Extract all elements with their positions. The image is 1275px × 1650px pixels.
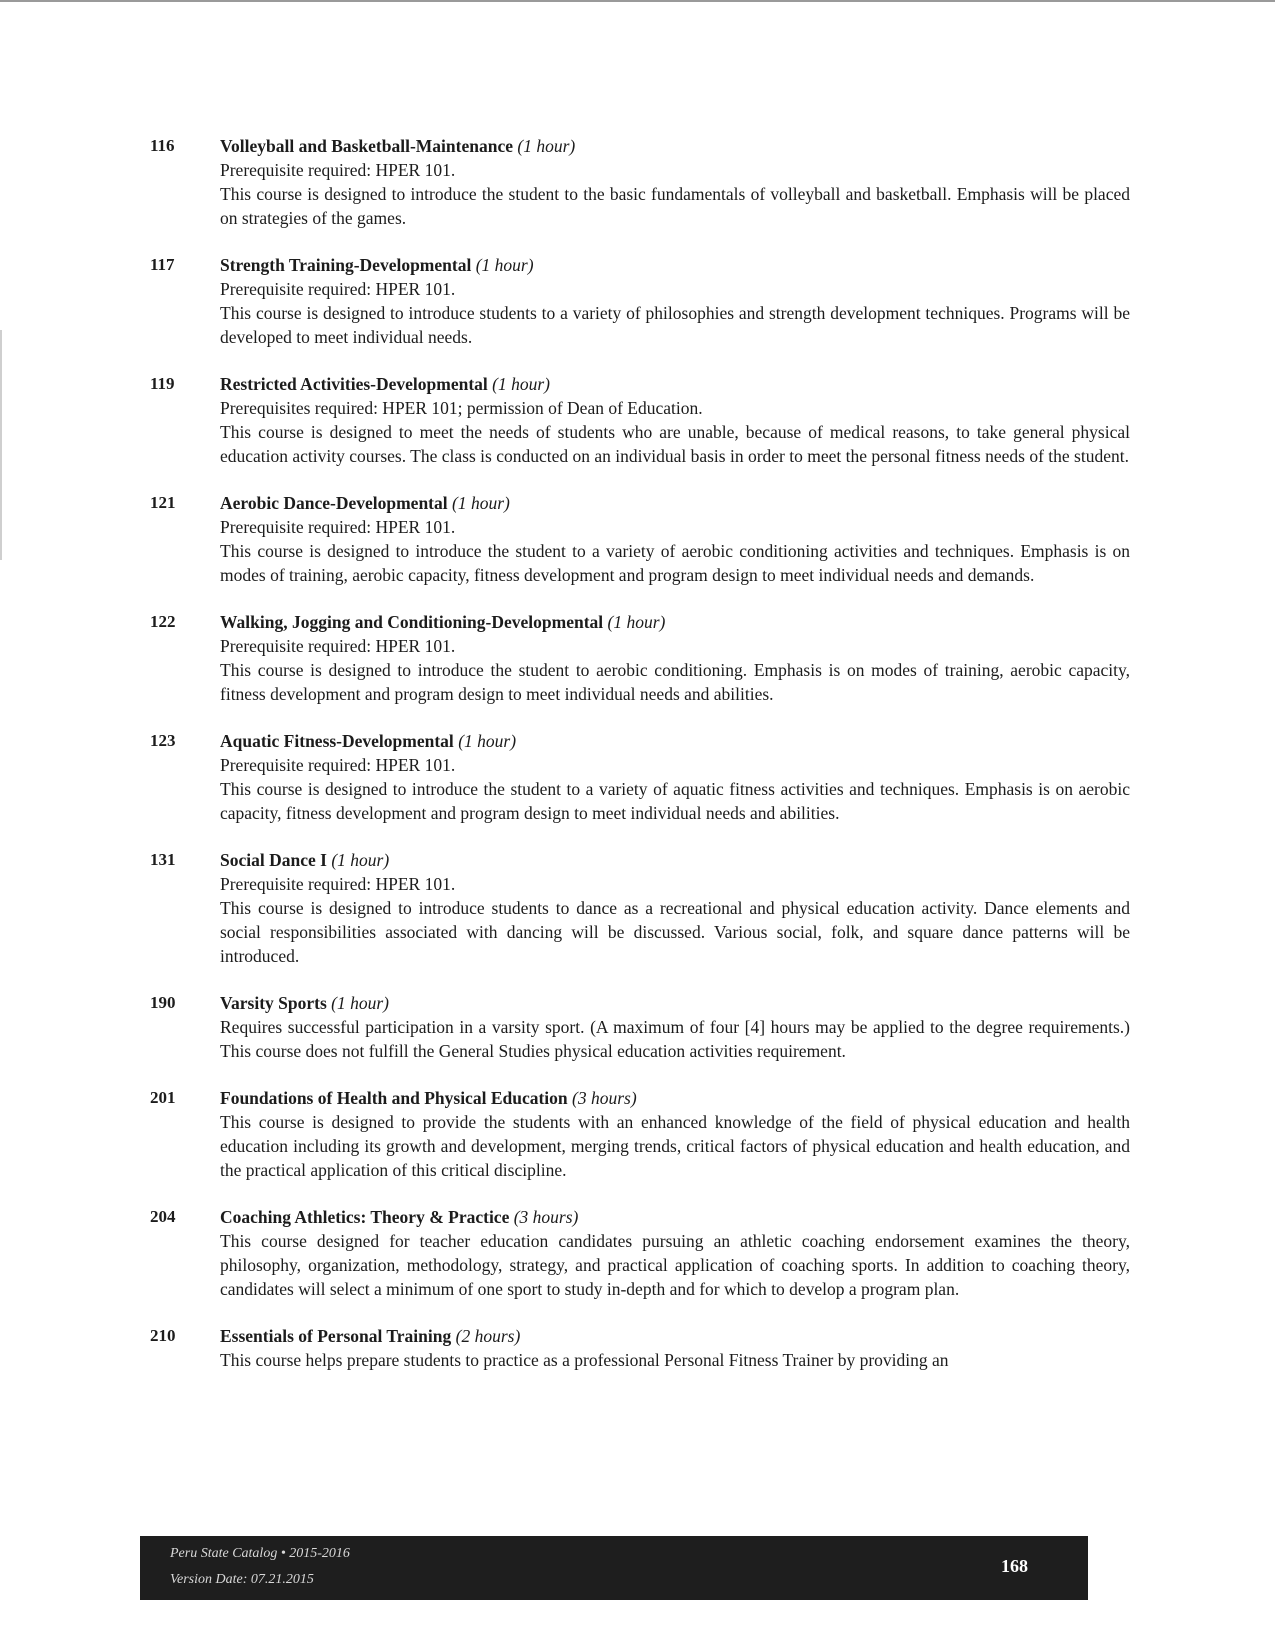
page-footer: [140, 1536, 1088, 1600]
course-entry: [150, 729, 1130, 825]
course-description: This course designed for teacher education candidates pursuing an athletic coaching endorsement examines the theory, philosophy, organization, methodology, strategy, and practical application of coaching sports. In addition to coaching theory, candidates will select a minimum of one sport to study in-depth and for which to develop a program plan.: [220, 1231, 1130, 1299]
course-credit-hours: (1 hour): [517, 136, 576, 156]
course-prerequisite: Prerequisites required: HPER 101; permission of Dean of Education.: [220, 398, 703, 418]
course-title: Aquatic Fitness-Developmental: [220, 731, 454, 751]
course-details: [220, 729, 1130, 825]
footer-version-date: Version Date: 07.21.2015: [170, 1572, 314, 1587]
course-credit-hours: (3 hours): [572, 1088, 637, 1108]
course-heading: [220, 729, 1130, 753]
course-description: This course is designed to introduce students to dance as a recreational and physical education activity. Dance elements and social responsibilities associated with dancing will be discussed. Various social, folk, and square dance patterns will be introduced.: [220, 898, 1130, 966]
course-details: [220, 1086, 1130, 1182]
course-description: This course is designed to introduce the student to a variety of aquatic fitness activities and techniques. Emphasis is on aerobic capacity, fitness development and program design to meet individual needs and abilities.: [220, 779, 1130, 823]
course-description: This course is designed to introduce the student to aerobic conditioning. Emphasis is on modes of training, aerobic capacity, fitness development and program design to meet individual needs and abilities.: [220, 660, 1130, 704]
course-details: [220, 848, 1130, 968]
course-heading: [220, 1205, 1130, 1229]
course-description: This course helps prepare students to practice as a professional Personal Fitness Trainer by providing an: [220, 1350, 949, 1370]
course-title: Essentials of Personal Training: [220, 1326, 452, 1346]
course-title: Restricted Activities-Developmental: [220, 374, 488, 394]
course-entry: [150, 253, 1130, 349]
course-credit-hours: (1 hour): [475, 255, 534, 275]
footer-catalog-title: Peru State Catalog • 2015-2016: [170, 1546, 350, 1561]
course-heading: [220, 372, 1130, 396]
course-number: 116: [150, 136, 175, 155]
course-description: This course is designed to introduce students to a variety of philosophies and strength development techniques. Programs will be developed to meet individual needs.: [220, 303, 1130, 347]
course-details: [220, 1324, 1130, 1372]
course-description: This course is designed to introduce the student to the basic fundamentals of volleyball and basketball. Emphasis will be placed on strategies of the games.: [220, 184, 1130, 228]
course-heading: [220, 1086, 1130, 1110]
course-description: Requires successful participation in a varsity sport. (A maximum of four [4] hours may be applied to the degree requirements.) This course does not fulfill the General Studies physical education activities requirement.: [220, 1017, 1130, 1061]
course-heading: [220, 1324, 1130, 1348]
course-credit-hours: (1 hour): [331, 850, 390, 870]
course-credit-hours: (1 hour): [458, 731, 517, 751]
course-title: Foundations of Health and Physical Education: [220, 1088, 568, 1108]
course-entry: [150, 1324, 1130, 1372]
course-credit-hours: (2 hours): [455, 1326, 521, 1346]
course-title: Strength Training-Developmental: [220, 255, 472, 275]
course-details: [220, 991, 1130, 1063]
course-number: 123: [150, 731, 176, 750]
course-number: 119: [150, 374, 175, 393]
course-title: Varsity Sports: [220, 993, 327, 1013]
course-prerequisite: Prerequisite required: HPER 101.: [220, 636, 456, 656]
course-details: [220, 134, 1130, 230]
course-entry: [150, 372, 1130, 468]
course-heading: [220, 848, 1130, 872]
course-description: This course is designed to meet the needs of students who are unable, because of medical reasons, to take general physical education activity courses. The class is conducted on an individual basis in order to meet the personal fitness needs of the student.: [220, 422, 1130, 466]
course-number: 204: [150, 1207, 176, 1226]
course-entry: [150, 610, 1130, 706]
course-number: 122: [150, 612, 176, 631]
course-prerequisite: Prerequisite required: HPER 101.: [220, 874, 456, 894]
course-credit-hours: (1 hour): [452, 493, 510, 513]
course-heading: [220, 253, 1130, 277]
course-heading: [220, 134, 1130, 158]
course-credit-hours: (1 hour): [492, 374, 550, 394]
course-heading: [220, 610, 1130, 634]
course-entry: [150, 491, 1130, 587]
course-prerequisite: Prerequisite required: HPER 101.: [220, 517, 456, 537]
course-description: This course is designed to provide the students with an enhanced knowledge of the field of physical education and health education including its growth and development, merging trends, critical factors of physical education and health education, and the practical application of this critical discipline.: [220, 1112, 1130, 1180]
course-entry: [150, 134, 1130, 230]
course-entry: [150, 848, 1130, 968]
course-details: [220, 253, 1130, 349]
course-prerequisite: Prerequisite required: HPER 101.: [220, 160, 456, 180]
course-entry: [150, 991, 1130, 1063]
course-number: 131: [150, 850, 176, 869]
course-heading: [220, 491, 1130, 515]
course-number: 117: [150, 255, 175, 274]
course-title: Volleyball and Basketball-Maintenance: [220, 136, 513, 156]
course-entry: [150, 1205, 1130, 1301]
course-credit-hours: (3 hours): [513, 1207, 579, 1227]
course-list: [150, 134, 1130, 1395]
course-heading: [220, 991, 1130, 1015]
course-number: 190: [150, 993, 176, 1012]
course-title: Coaching Athletics: Theory & Practice: [220, 1207, 510, 1227]
scan-margin-mark: [0, 330, 2, 560]
top-rule: [0, 0, 1275, 2]
course-description: This course is designed to introduce the student to a variety of aerobic conditioning activities and techniques. Emphasis is on modes of training, aerobic capacity, fitness development and program design to meet individual needs and demands.: [220, 541, 1130, 585]
course-details: [220, 372, 1130, 468]
course-title: Social Dance I: [220, 850, 327, 870]
course-number: 201: [150, 1088, 176, 1107]
course-number: 121: [150, 493, 176, 512]
course-number: 210: [150, 1326, 176, 1345]
course-details: [220, 1205, 1130, 1301]
course-credit-hours: (1 hour): [607, 612, 666, 632]
course-details: [220, 610, 1130, 706]
course-title: Walking, Jogging and Conditioning-Developmental: [220, 612, 604, 632]
course-details: [220, 491, 1130, 587]
course-prerequisite: Prerequisite required: HPER 101.: [220, 755, 456, 775]
course-credit-hours: (1 hour): [331, 993, 390, 1013]
course-entry: [150, 1086, 1130, 1182]
course-prerequisite: Prerequisite required: HPER 101.: [220, 279, 456, 299]
course-title: Aerobic Dance-Developmental: [220, 493, 448, 513]
page-number: 168: [1001, 1556, 1028, 1576]
